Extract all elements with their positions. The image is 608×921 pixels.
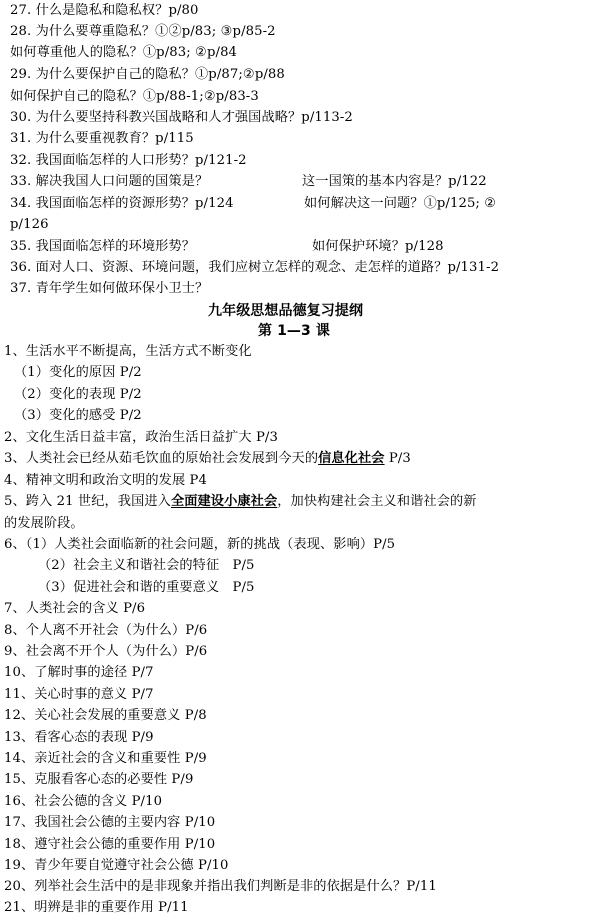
- outline-item-6-3: （3）促进社会和谐的重要意义 P/5: [38, 580, 255, 595]
- question-28-followup: 如何尊重他人的隐私？①p/83; ②p/84: [10, 45, 238, 60]
- outline-item-5-text-a: 5、跨入 21 世纪，我国进入: [4, 494, 171, 509]
- question-35-part-a: 35. 我国面临怎样的环境形势？: [10, 239, 196, 254]
- outline-subtitle: 第 1—3 课: [258, 323, 330, 339]
- outline-item-5: [4, 493, 477, 511]
- outline-item-5-keyword: 全面建设小康社会: [170, 494, 278, 509]
- question-33-part-b: 这一国策的基本内容是？p/122: [302, 174, 487, 189]
- outline-item-3-keyword: 信息化社会: [318, 451, 385, 466]
- outline-item-1-1: （1）变化的原因 P/2: [14, 365, 142, 380]
- outline-item-6-2: （2）社会主义和谐社会的特征 P/5: [38, 558, 255, 573]
- question-27: 27. 什么是隐私和隐私权？p/80: [10, 3, 199, 18]
- outline-item-7: 7、人类社会的含义 P/6: [4, 601, 146, 616]
- outline-item-14: 14、亲近社会的含义和重要性 P/9: [4, 751, 207, 766]
- outline-item-9: 9、社会离不开个人（为什么）P/6: [4, 644, 208, 659]
- outline-item-6: 6、（1）人类社会面临新的社会问题，新的挑战（表现、影响）P/5: [4, 537, 396, 552]
- outline-title: 九年级思想品德复习提纲: [208, 303, 364, 319]
- outline-item-2: 2、文化生活日益丰富，政治生活日益扩大 P/3: [4, 430, 278, 445]
- question-34-part-b: 如何解决这一问题？①p/125; ②: [304, 196, 497, 211]
- question-34-part-a: 34. 我国面临怎样的资源形势？p/124: [10, 196, 234, 211]
- outline-item-1: 1、生活水平不断提高，生活方式不断变化: [4, 344, 252, 359]
- outline-item-15: 15、克服看客心态的必要性 P/9: [4, 772, 194, 787]
- question-33-part-a: 33. 解决我国人口问题的国策是？: [10, 174, 209, 189]
- outline-item-21: 21、明辨是非的重要作用 P/11: [4, 900, 189, 915]
- outline-item-1-3: （3）变化的感受 P/2: [14, 408, 142, 423]
- outline-item-12: 12、关心社会发展的重要意义 P/8: [4, 708, 207, 723]
- question-36: 36. 面对人口、资源、环境问题，我们应树立怎样的观念、走怎样的道路？p/131-2: [10, 260, 500, 275]
- outline-item-3-page: P/3: [384, 451, 411, 466]
- question-34: [10, 195, 497, 213]
- question-32: 32. 我国面临怎样的人口形势？p/121-2: [10, 153, 247, 168]
- question-31: 31. 为什么要重视教育？p/115: [10, 131, 194, 146]
- outline-item-5-continuation: 的发展阶段。: [4, 516, 84, 531]
- question-29: 29. 为什么要保护自己的隐私？①p/87;②p/88: [10, 67, 285, 82]
- question-37: 37. 青年学生如何做环保小卫士？: [10, 281, 209, 296]
- outline-item-18: 18、遵守社会公德的重要作用 P/10: [4, 837, 216, 852]
- question-34-continuation: p/126: [10, 217, 49, 232]
- outline-item-1-2: （2）变化的表现 P/2: [14, 387, 142, 402]
- outline-item-11: 11、关心时事的意义 P/7: [4, 687, 154, 702]
- outline-item-17: 17、我国社会公德的主要内容 P/10: [4, 815, 216, 830]
- question-35-part-b: 如何保护环境？p/128: [312, 239, 444, 254]
- outline-item-5-text-b: ，加快构建社会主义和谐社会的新: [277, 494, 477, 509]
- question-33: [10, 173, 487, 191]
- question-35: [10, 238, 444, 256]
- question-30: 30. 为什么要坚持科教兴国战略和人才强国战略？p/113-2: [10, 110, 353, 125]
- outline-item-3: [4, 450, 411, 468]
- outline-item-16: 16、社会公德的含义 P/10: [4, 794, 163, 809]
- outline-item-4: 4、精神文明和政治文明的发展 P4: [4, 473, 207, 488]
- outline-item-10: 10、了解时事的途径 P/7: [4, 665, 154, 680]
- outline-item-3-text: 3、人类社会已经从茹毛饮血的原始社会发展到今天的: [4, 451, 319, 466]
- outline-item-13: 13、看客心态的表现 P/9: [4, 730, 154, 745]
- outline-item-20: 20、列举社会生活中的是非现象并指出我们判断是非的依据是什么？P/11: [4, 879, 437, 894]
- question-28: 28. 为什么要尊重隐私？①②p/83; ③p/85-2: [10, 24, 276, 39]
- outline-item-19: 19、青少年要自觉遵守社会公德 P/10: [4, 858, 229, 873]
- outline-item-8: 8、个人离不开社会（为什么）P/6: [4, 623, 208, 638]
- question-29-followup: 如何保护自己的隐私？①p/88-1;②p/83-3: [10, 89, 259, 104]
